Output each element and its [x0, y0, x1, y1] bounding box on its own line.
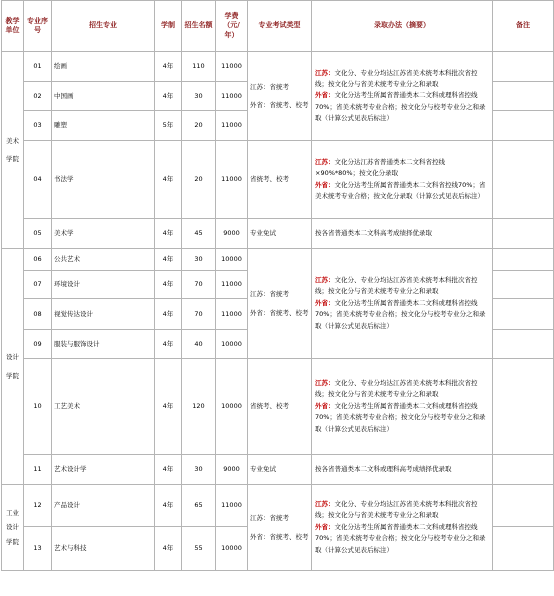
- major-cell: 工艺美术: [52, 359, 155, 455]
- table-row: [2, 359, 554, 455]
- header-row: [2, 1, 554, 52]
- exam-cell: 省统考、校考: [248, 141, 312, 219]
- major-cell: 产品设计: [52, 485, 155, 527]
- fee-cell: 11000: [216, 141, 248, 219]
- quota-cell: 30: [182, 455, 216, 485]
- quota-cell: 40: [182, 330, 216, 359]
- years-cell: 4年: [155, 82, 182, 111]
- exam-cell: 江苏：省统考 外省：省统考、校考: [248, 485, 312, 571]
- major-cell: 环境设计: [52, 271, 155, 299]
- header-exam: 专业考试类型: [248, 1, 312, 52]
- seq-cell: 10: [24, 359, 52, 455]
- note-cell: [493, 455, 554, 485]
- major-cell: 服装与服饰设计: [52, 330, 155, 359]
- quota-cell: 120: [182, 359, 216, 455]
- method-cell: 按各省普通类本二文科或理科高考成绩择优录取: [312, 455, 493, 485]
- fee-cell: 10000: [216, 330, 248, 359]
- seq-cell: 12: [24, 485, 52, 527]
- years-cell: 4年: [155, 330, 182, 359]
- exam-cell: 专业免试: [248, 219, 312, 249]
- note-cell: [493, 111, 554, 141]
- seq-cell: 08: [24, 299, 52, 330]
- fee-cell: 10000: [216, 249, 248, 271]
- fee-cell: 10000: [216, 527, 248, 571]
- fee-cell: 11000: [216, 82, 248, 111]
- unit-design: 设计 学院: [2, 249, 24, 485]
- years-cell: 4年: [155, 299, 182, 330]
- header-unit: 教学单位: [2, 1, 24, 52]
- exam-cell: 省统考、校考: [248, 359, 312, 455]
- fee-cell: 9000: [216, 455, 248, 485]
- quota-cell: 65: [182, 485, 216, 527]
- note-cell: [493, 527, 554, 571]
- method-cell: 江苏：文化分、专业分均达江苏省美术统考本科批次省控线；按文化分与省美术统考专业分之和录取 外省：文化分达考生所属省普通类本二文科或理科省控线70%；省美术统考专业合格；按文化分与校考专业分之和录取（计算公式见表后标注）: [312, 52, 493, 141]
- note-cell: [493, 485, 554, 527]
- header-seq: 专业序号: [24, 1, 52, 52]
- major-cell: 雕塑: [52, 111, 155, 141]
- table-row: [2, 219, 554, 249]
- note-cell: [493, 52, 554, 82]
- major-cell: 美术学: [52, 219, 155, 249]
- method-cell: 江苏：文化分达江苏省普通类本二文科省控线×90%*80%；按文化分录取 外省：文化分达考生所属省普通类本二文科省控线70%；省美术统考专业合格；按文化分录取（计算公式见表后标注）: [312, 141, 493, 219]
- header-note: 备注: [493, 1, 554, 52]
- unit-art: 美术 学院: [2, 52, 24, 249]
- seq-cell: 03: [24, 111, 52, 141]
- years-cell: 4年: [155, 249, 182, 271]
- admissions-table: [1, 0, 554, 571]
- years-cell: 4年: [155, 527, 182, 571]
- header-major: 招生专业: [52, 1, 155, 52]
- note-cell: [493, 249, 554, 271]
- header-fee: 学费（元/年）: [216, 1, 248, 52]
- header-quota: 招生名额: [182, 1, 216, 52]
- years-cell: 4年: [155, 271, 182, 299]
- fee-cell: 9000: [216, 219, 248, 249]
- quota-cell: 70: [182, 299, 216, 330]
- years-cell: 5年: [155, 111, 182, 141]
- exam-cell: 江苏：省统考 外省：省统考、校考: [248, 249, 312, 359]
- exam-cell: 江苏：省统考 外省：省统考、校考: [248, 52, 312, 141]
- seq-cell: 01: [24, 52, 52, 82]
- seq-cell: 11: [24, 455, 52, 485]
- years-cell: 4年: [155, 455, 182, 485]
- table-row: [2, 141, 554, 219]
- years-cell: 4年: [155, 359, 182, 455]
- fee-cell: 11000: [216, 485, 248, 527]
- major-cell: 视觉传达设计: [52, 299, 155, 330]
- seq-cell: 06: [24, 249, 52, 271]
- fee-cell: 11000: [216, 299, 248, 330]
- years-cell: 4年: [155, 219, 182, 249]
- quota-cell: 30: [182, 82, 216, 111]
- table-row: [2, 485, 554, 527]
- years-cell: 4年: [155, 485, 182, 527]
- quota-cell: 55: [182, 527, 216, 571]
- major-cell: 艺术设计学: [52, 455, 155, 485]
- note-cell: [493, 219, 554, 249]
- years-cell: 4年: [155, 52, 182, 82]
- seq-cell: 05: [24, 219, 52, 249]
- quota-cell: 70: [182, 271, 216, 299]
- header-method: 录取办法（摘要）: [312, 1, 493, 52]
- fee-cell: 11000: [216, 271, 248, 299]
- quota-cell: 20: [182, 141, 216, 219]
- years-cell: 4年: [155, 141, 182, 219]
- table-row: [2, 249, 554, 271]
- table-row: [2, 455, 554, 485]
- major-cell: 书法学: [52, 141, 155, 219]
- note-cell: [493, 330, 554, 359]
- seq-cell: 07: [24, 271, 52, 299]
- method-cell: 江苏：文化分、专业分均达江苏省美术统考本科批次省控线；按文化分与省美术统考专业分之和录取 外省：文化分达考生所属省普通类本二文科或理科省控线70%；省美术统考专业合格；按文化分与校考专业分之和录取（计算公式见表后标注）: [312, 485, 493, 571]
- table-row: [2, 52, 554, 82]
- major-cell: 绘画: [52, 52, 155, 82]
- method-cell: 按各省普通类本二文科高考成绩择优录取: [312, 219, 493, 249]
- note-cell: [493, 82, 554, 111]
- fee-cell: 11000: [216, 52, 248, 82]
- major-cell: 艺术与科技: [52, 527, 155, 571]
- note-cell: [493, 141, 554, 219]
- note-cell: [493, 271, 554, 299]
- fee-cell: 11000: [216, 111, 248, 141]
- major-cell: 中国画: [52, 82, 155, 111]
- major-cell: 公共艺术: [52, 249, 155, 271]
- seq-cell: 04: [24, 141, 52, 219]
- fee-cell: 10000: [216, 359, 248, 455]
- note-cell: [493, 299, 554, 330]
- seq-cell: 09: [24, 330, 52, 359]
- unit-industrial: 工业 设计 学院: [2, 485, 24, 571]
- note-cell: [493, 359, 554, 455]
- quota-cell: 45: [182, 219, 216, 249]
- seq-cell: 02: [24, 82, 52, 111]
- quota-cell: 30: [182, 249, 216, 271]
- quota-cell: 20: [182, 111, 216, 141]
- header-years: 学制: [155, 1, 182, 52]
- method-cell: 江苏：文化分、专业分均达江苏省美术统考本科批次省控线；按文化分与省美术统考专业分之和录取 外省：文化分达考生所属省普通类本二文科或理科省控线70%；省美术统考专业合格；按文化分与校考专业分之和录取（计算公式见表后标注）: [312, 249, 493, 359]
- method-cell: 江苏：文化分、专业分均达江苏省美术统考本科批次省控线；按文化分与省美术统考专业分之和录取 外省：文化分达考生所属省普通类本二文科或理科省控线70%；省美术统考专业合格；按文化分与校考专业分之和录取（计算公式见表后标注）: [312, 359, 493, 455]
- seq-cell: 13: [24, 527, 52, 571]
- exam-cell: 专业免试: [248, 455, 312, 485]
- quota-cell: 110: [182, 52, 216, 82]
